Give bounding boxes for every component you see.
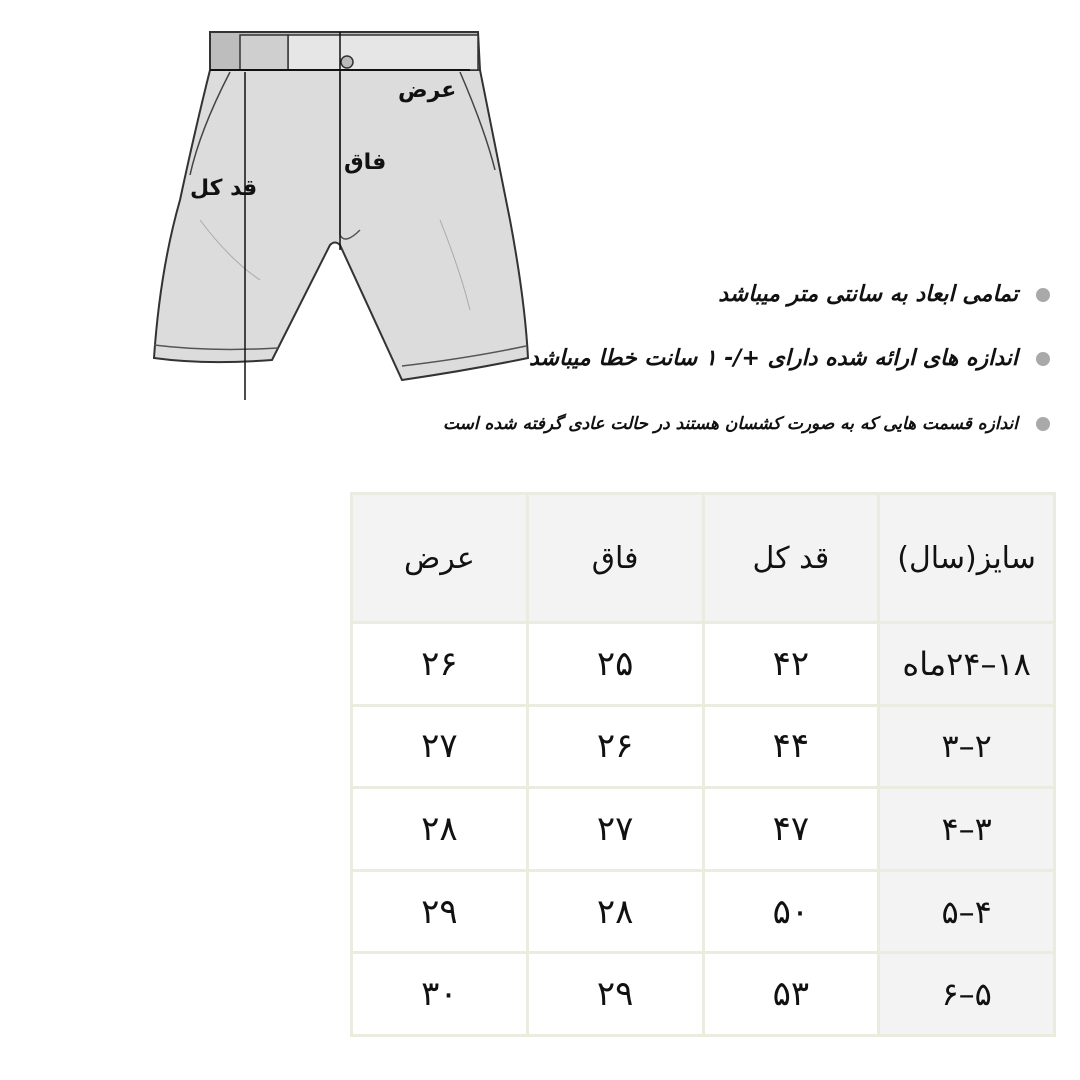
cell-width: ۳۰ <box>352 953 528 1036</box>
table-row <box>352 623 1055 706</box>
bullet-icon <box>1036 417 1050 431</box>
shorts-body <box>154 70 528 380</box>
table-header-row <box>352 494 1055 623</box>
header-rise: فاق <box>527 494 703 623</box>
header-length: قد کل <box>703 494 879 623</box>
table-row <box>352 705 1055 788</box>
header-size: سایز(سال) <box>879 494 1055 623</box>
note-text: تمامی ابعاد به سانتی متر میباشد <box>718 282 1018 307</box>
bullet-icon <box>1036 288 1050 302</box>
note-text: اندازه های ارائه شده دارای +/- ۱ سانت خطا میباشد <box>528 346 1018 371</box>
note-item <box>718 282 1050 307</box>
cell-rise: ۲۶ <box>527 705 703 788</box>
note-text: اندازه قسمت هایی که به صورت کشسان هستند در حالت عادی گرفته شده است <box>442 414 1018 434</box>
cell-rise: ۲۷ <box>527 788 703 871</box>
width-label: عرض <box>398 78 457 103</box>
cell-size: ۳–۴ <box>879 788 1055 871</box>
note-item <box>529 346 1050 371</box>
table-row <box>352 788 1055 871</box>
cell-rise: ۲۵ <box>527 623 703 706</box>
cell-size: ۴–۵ <box>879 870 1055 953</box>
cell-rise: ۲۸ <box>527 870 703 953</box>
cell-size: ۵–۶ <box>879 953 1055 1036</box>
shorts-illustration <box>140 20 550 410</box>
bullet-icon <box>1036 352 1050 366</box>
cell-size: ۱۸–۲۴ماه <box>879 623 1055 706</box>
cell-width: ۲۹ <box>352 870 528 953</box>
waistband-left-panel <box>240 35 288 70</box>
cell-length: ۵۳ <box>703 953 879 1036</box>
cell-size: ۲–۳ <box>879 705 1055 788</box>
table-row <box>352 870 1055 953</box>
rise-label: فاق <box>344 150 387 175</box>
cell-length: ۴۲ <box>703 623 879 706</box>
size-table <box>350 492 1056 1037</box>
cell-length: ۴۴ <box>703 705 879 788</box>
header-width: عرض <box>352 494 528 623</box>
cell-length: ۴۷ <box>703 788 879 871</box>
table-row <box>352 953 1055 1036</box>
cell-rise: ۲۹ <box>527 953 703 1036</box>
cell-width: ۲۸ <box>352 788 528 871</box>
cell-width: ۲۷ <box>352 705 528 788</box>
waistband-front-panel <box>288 35 478 70</box>
cell-width: ۲۶ <box>352 623 528 706</box>
note-item <box>443 414 1050 434</box>
length-label: قد کل <box>190 176 258 201</box>
button-icon <box>341 56 353 68</box>
cell-length: ۵۰ <box>703 870 879 953</box>
